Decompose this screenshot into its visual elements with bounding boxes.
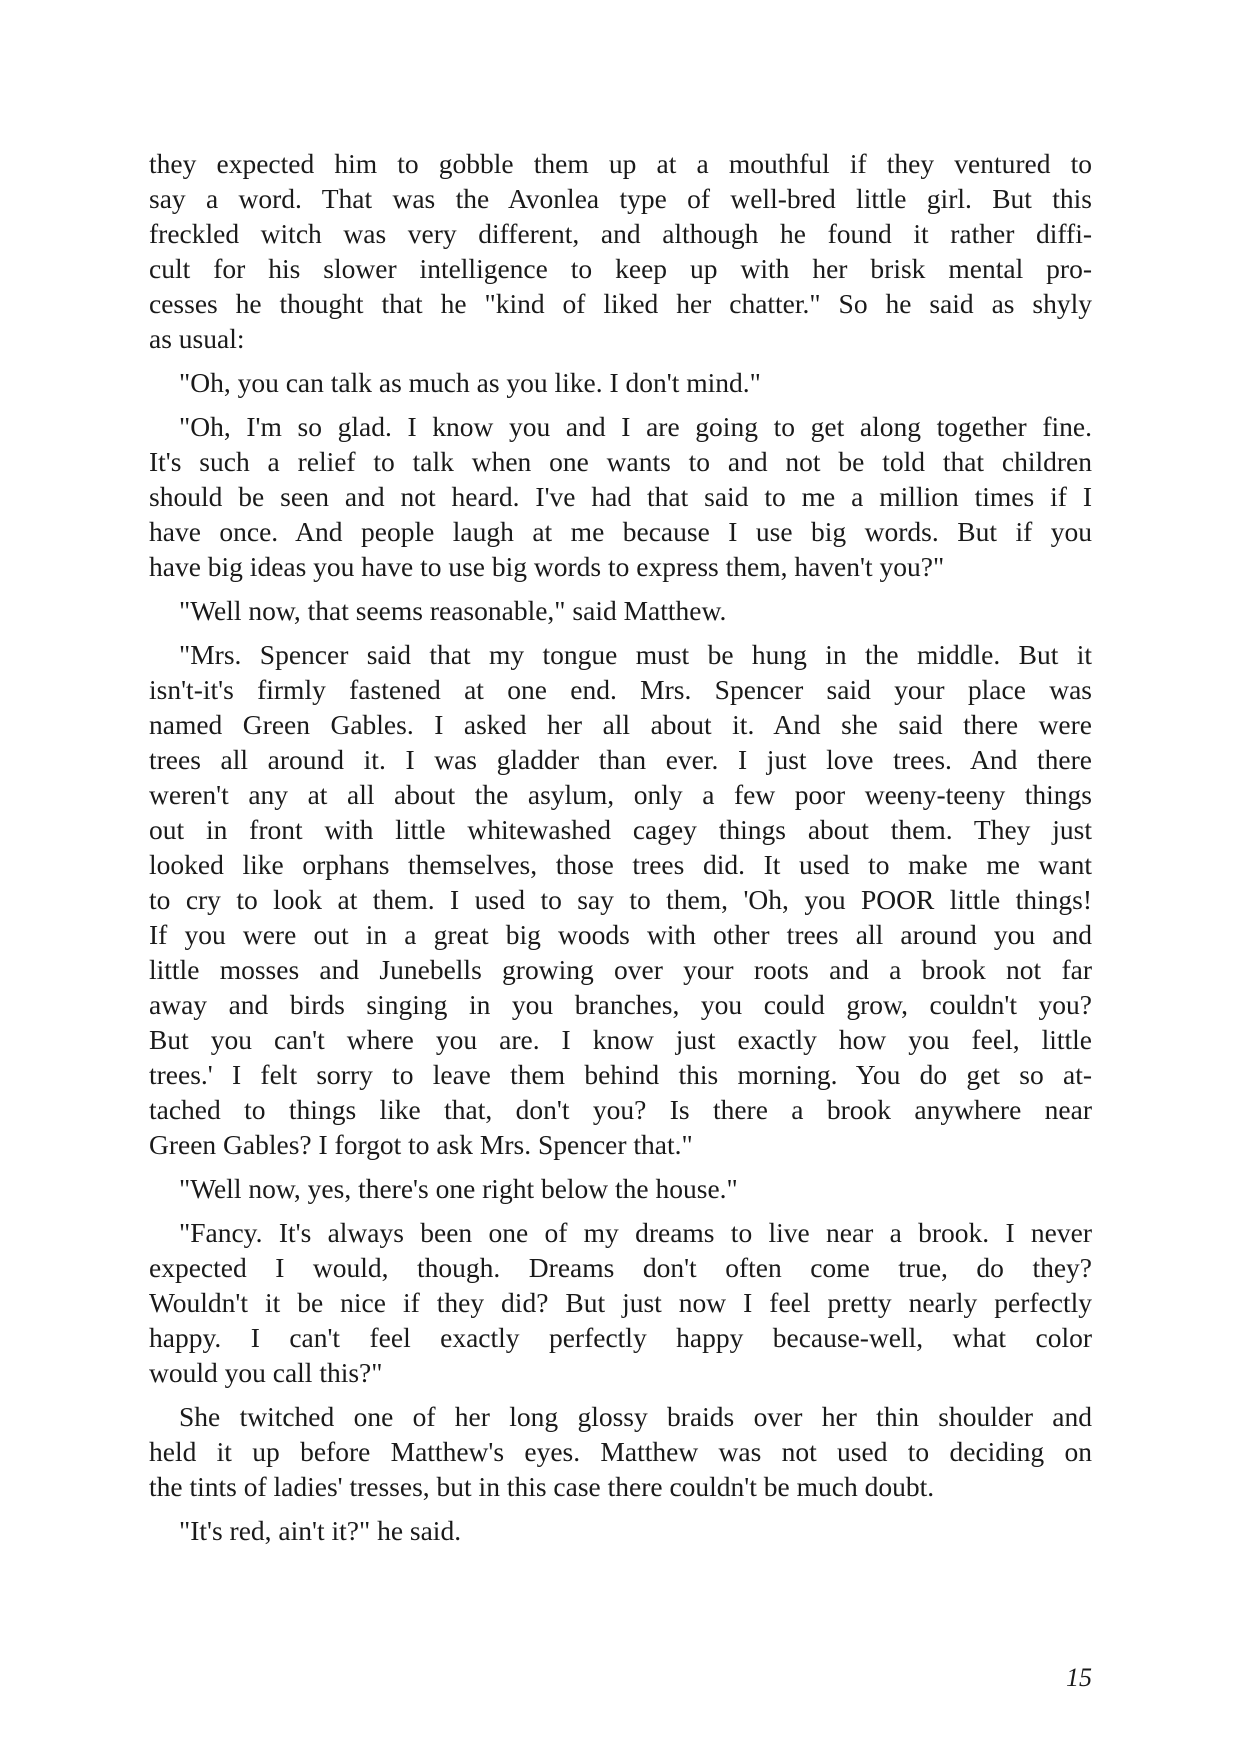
paragraph (149, 1171, 1092, 1206)
text-line: If you were out in a great big woods with other trees all around you and (149, 919, 1092, 950)
text-line: say a word. That was the Avonlea type of well-bred little girl. But this (149, 183, 1092, 214)
text-line: named Green Gables. I asked her all about it. And she said there were (149, 709, 1092, 740)
text-line: as usual: (149, 323, 245, 354)
text-line: Wouldn't it be nice if they did? But just now I feel pretty nearly perfectly (149, 1287, 1092, 1318)
text-line: But you can't where you are. I know just exactly how you feel, little (149, 1024, 1092, 1055)
text-line: out in front with little whitewashed cagey things about them. They just (149, 814, 1092, 845)
text-line: "It's red, ain't it?" he said. (179, 1515, 462, 1546)
text-line: have once. And people laugh at me because I use big words. But if you (149, 516, 1092, 547)
text-line: expected I would, though. Dreams don't often come true, do they? (149, 1252, 1092, 1283)
page-number: 15 (1066, 1663, 1092, 1692)
text-line: It's such a relief to talk when one wants to and not be told that children (149, 446, 1092, 477)
text-line: She twitched one of her long glossy braids over her thin shoulder and (179, 1401, 1092, 1432)
text-line: "Oh, I'm so glad. I know you and I are going to get along together fine. (179, 411, 1092, 442)
text-line: isn't-it's firmly fastened at one end. Mrs. Spencer said your place was (149, 674, 1092, 705)
text-line: "Oh, you can talk as much as you like. I don't mind." (179, 367, 761, 398)
text-line: they expected him to gobble them up at a mouthful if they ventured to (149, 148, 1092, 179)
text-line: "Mrs. Spencer said that my tongue must be hung in the middle. But it (179, 639, 1092, 670)
text-line: cult for his slower intelligence to keep up with her brisk mental pro- (149, 253, 1092, 284)
text-line: Green Gables? I forgot to ask Mrs. Spencer that." (149, 1129, 693, 1160)
text-line: trees.' I felt sorry to leave them behind this morning. You do get so at- (149, 1059, 1092, 1090)
paragraph (149, 1215, 1092, 1390)
text-line: happy. I can't feel exactly perfectly happy because-well, what color (149, 1322, 1092, 1353)
text-line: would you call this?" (149, 1357, 383, 1388)
text-line: little mosses and Junebells growing over your roots and a brook not far (149, 954, 1092, 985)
text-line: tached to things like that, don't you? Is there a brook anywhere near (149, 1094, 1092, 1125)
text-line: looked like orphans themselves, those trees did. It used to make me want (149, 849, 1092, 880)
text-line: held it up before Matthew's eyes. Matthew was not used to deciding on (149, 1436, 1092, 1467)
paragraph (149, 637, 1092, 1162)
text-line: "Fancy. It's always been one of my dreams to live near a brook. I never (179, 1217, 1092, 1248)
paragraph (149, 593, 1092, 628)
text-line: should be seen and not heard. I've had that said to me a million times if I (149, 481, 1092, 512)
text-line: have big ideas you have to use big words to express them, haven't you?" (149, 551, 945, 582)
paragraph (149, 146, 1092, 356)
text-line: "Well now, yes, there's one right below the house." (179, 1173, 738, 1204)
paragraph (149, 365, 1092, 400)
body-text (149, 146, 1092, 1557)
text-line: away and birds singing in you branches, you could grow, couldn't you? (149, 989, 1092, 1020)
text-line: the tints of ladies' tresses, but in this case there couldn't be much doubt. (149, 1471, 935, 1502)
text-line: trees all around it. I was gladder than ever. I just love trees. And there (149, 744, 1092, 775)
text-line: to cry to look at them. I used to say to them, 'Oh, you POOR little things! (149, 884, 1092, 915)
paragraph (149, 409, 1092, 584)
paragraph (149, 1399, 1092, 1504)
text-line: "Well now, that seems reasonable," said Matthew. (179, 595, 727, 626)
text-line: cesses he thought that he "kind of liked her chatter." So he said as shyly (149, 288, 1092, 319)
text-line: weren't any at all about the asylum, only a few poor weeny-teeny things (149, 779, 1092, 810)
text-line: freckled witch was very different, and although he found it rather diffi- (149, 218, 1092, 249)
paragraph (149, 1513, 1092, 1548)
